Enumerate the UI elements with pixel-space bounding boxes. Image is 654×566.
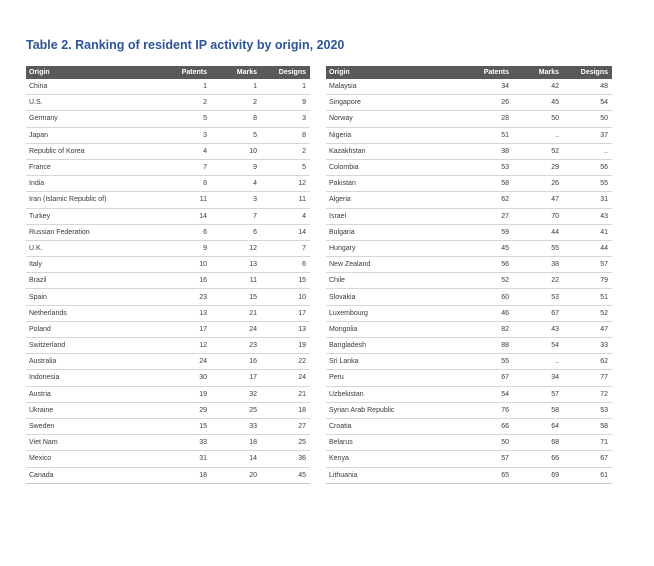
header-marks: Marks bbox=[210, 66, 260, 79]
cell-marks: 1 bbox=[210, 79, 260, 95]
cell-designs: 4 bbox=[260, 208, 310, 224]
cell-origin: Kazakhstan bbox=[326, 143, 456, 159]
cell-origin: France bbox=[26, 159, 158, 175]
cell-designs: 55 bbox=[562, 176, 612, 192]
table-row bbox=[326, 386, 612, 402]
cell-patents: 29 bbox=[158, 402, 210, 418]
cell-designs: 2 bbox=[260, 143, 310, 159]
cell-patents: 8 bbox=[158, 176, 210, 192]
ranking-table-right bbox=[326, 66, 612, 484]
cell-designs: 56 bbox=[562, 159, 612, 175]
cell-patents: 31 bbox=[158, 451, 210, 467]
cell-marks: 9 bbox=[210, 159, 260, 175]
table-row bbox=[26, 95, 310, 111]
cell-marks: .. bbox=[512, 127, 562, 143]
table-row bbox=[326, 208, 612, 224]
cell-marks: 44 bbox=[512, 224, 562, 240]
cell-marks: 64 bbox=[512, 418, 562, 434]
cell-origin: Luxembourg bbox=[326, 305, 456, 321]
cell-origin: Sri Lanka bbox=[326, 354, 456, 370]
cell-marks: 21 bbox=[210, 305, 260, 321]
cell-marks: 3 bbox=[210, 192, 260, 208]
header-patents: Patents bbox=[158, 66, 210, 79]
cell-patents: 28 bbox=[456, 111, 512, 127]
cell-origin: Spain bbox=[26, 289, 158, 305]
header-row bbox=[26, 66, 310, 79]
table-row bbox=[326, 224, 612, 240]
cell-origin: U.S. bbox=[26, 95, 158, 111]
cell-marks: 34 bbox=[512, 370, 562, 386]
cell-designs: 54 bbox=[562, 95, 612, 111]
cell-designs: 1 bbox=[260, 79, 310, 95]
header-origin: Origin bbox=[26, 66, 158, 79]
header-designs: Designs bbox=[260, 66, 310, 79]
cell-patents: 18 bbox=[158, 467, 210, 483]
cell-marks: 70 bbox=[512, 208, 562, 224]
cell-patents: 57 bbox=[456, 451, 512, 467]
cell-designs: 36 bbox=[260, 451, 310, 467]
cell-patents: 15 bbox=[158, 418, 210, 434]
cell-marks: 66 bbox=[512, 451, 562, 467]
cell-designs: 53 bbox=[562, 402, 612, 418]
table-row bbox=[26, 451, 310, 467]
cell-patents: 5 bbox=[158, 111, 210, 127]
header-designs: Designs bbox=[562, 66, 612, 79]
cell-designs: 12 bbox=[260, 176, 310, 192]
cell-designs: 3 bbox=[260, 111, 310, 127]
cell-marks: 18 bbox=[210, 435, 260, 451]
cell-marks: 54 bbox=[512, 338, 562, 354]
cell-designs: 17 bbox=[260, 305, 310, 321]
cell-marks: 53 bbox=[512, 289, 562, 305]
table-row bbox=[326, 467, 612, 483]
cell-patents: 58 bbox=[456, 176, 512, 192]
cell-patents: 59 bbox=[456, 224, 512, 240]
cell-patents: 23 bbox=[158, 289, 210, 305]
cell-origin: Australia bbox=[26, 354, 158, 370]
table-row bbox=[326, 418, 612, 434]
cell-marks: 43 bbox=[512, 321, 562, 337]
cell-marks: 25 bbox=[210, 402, 260, 418]
cell-designs: 31 bbox=[562, 192, 612, 208]
cell-designs: 77 bbox=[562, 370, 612, 386]
cell-designs: 37 bbox=[562, 127, 612, 143]
table-row bbox=[26, 435, 310, 451]
cell-marks: 29 bbox=[512, 159, 562, 175]
cell-origin: Israel bbox=[326, 208, 456, 224]
cell-origin: Brazil bbox=[26, 273, 158, 289]
cell-marks: 38 bbox=[512, 257, 562, 273]
cell-origin: Colombia bbox=[326, 159, 456, 175]
cell-patents: 65 bbox=[456, 467, 512, 483]
cell-origin: Syrian Arab Republic bbox=[326, 402, 456, 418]
cell-marks: 47 bbox=[512, 192, 562, 208]
cell-marks: 12 bbox=[210, 240, 260, 256]
cell-origin: Turkey bbox=[26, 208, 158, 224]
cell-marks: 16 bbox=[210, 354, 260, 370]
header-origin: Origin bbox=[326, 66, 456, 79]
cell-patents: 19 bbox=[158, 386, 210, 402]
header-patents: Patents bbox=[456, 66, 512, 79]
cell-designs: 47 bbox=[562, 321, 612, 337]
cell-marks: 15 bbox=[210, 289, 260, 305]
cell-origin: Canada bbox=[26, 467, 158, 483]
table-row bbox=[26, 176, 310, 192]
cell-origin: Hungary bbox=[326, 240, 456, 256]
cell-origin: Poland bbox=[26, 321, 158, 337]
table-row bbox=[326, 321, 612, 337]
cell-patents: 54 bbox=[456, 386, 512, 402]
cell-origin: Bulgaria bbox=[326, 224, 456, 240]
table-row bbox=[26, 321, 310, 337]
ranking-table-left bbox=[26, 66, 310, 484]
cell-marks: 45 bbox=[512, 95, 562, 111]
table-row bbox=[26, 289, 310, 305]
cell-patents: 7 bbox=[158, 159, 210, 175]
cell-marks: 2 bbox=[210, 95, 260, 111]
table-row bbox=[26, 224, 310, 240]
cell-patents: 45 bbox=[456, 240, 512, 256]
table-row bbox=[326, 435, 612, 451]
cell-designs: 6 bbox=[260, 257, 310, 273]
table-row bbox=[326, 273, 612, 289]
table-row bbox=[326, 95, 612, 111]
cell-designs: 18 bbox=[260, 402, 310, 418]
table-row bbox=[326, 338, 612, 354]
cell-origin: Norway bbox=[326, 111, 456, 127]
cell-marks: 68 bbox=[512, 435, 562, 451]
cell-designs: 21 bbox=[260, 386, 310, 402]
cell-origin: Belarus bbox=[326, 435, 456, 451]
cell-marks: 8 bbox=[210, 111, 260, 127]
cell-designs: 72 bbox=[562, 386, 612, 402]
cell-patents: 17 bbox=[158, 321, 210, 337]
cell-marks: 55 bbox=[512, 240, 562, 256]
cell-origin: Mongolia bbox=[326, 321, 456, 337]
cell-marks: 14 bbox=[210, 451, 260, 467]
table-title: Table 2. Ranking of resident IP activity by origin, 2020 bbox=[26, 38, 345, 52]
table-row bbox=[26, 402, 310, 418]
table-row bbox=[326, 257, 612, 273]
cell-marks: 58 bbox=[512, 402, 562, 418]
table-row bbox=[26, 127, 310, 143]
cell-marks: 33 bbox=[210, 418, 260, 434]
header-marks: Marks bbox=[512, 66, 562, 79]
table-row bbox=[326, 159, 612, 175]
cell-origin: China bbox=[26, 79, 158, 95]
cell-patents: 16 bbox=[158, 273, 210, 289]
table-row bbox=[26, 111, 310, 127]
cell-designs: 58 bbox=[562, 418, 612, 434]
cell-origin: Kenya bbox=[326, 451, 456, 467]
cell-origin: Switzerland bbox=[26, 338, 158, 354]
cell-origin: Italy bbox=[26, 257, 158, 273]
cell-marks: 10 bbox=[210, 143, 260, 159]
cell-patents: 53 bbox=[456, 159, 512, 175]
cell-origin: Austria bbox=[26, 386, 158, 402]
cell-marks: 6 bbox=[210, 224, 260, 240]
cell-origin: Malaysia bbox=[326, 79, 456, 95]
cell-origin: New Zealand bbox=[326, 257, 456, 273]
table-row bbox=[26, 257, 310, 273]
cell-origin: Chile bbox=[326, 273, 456, 289]
cell-designs: 8 bbox=[260, 127, 310, 143]
cell-designs: 50 bbox=[562, 111, 612, 127]
cell-designs: 24 bbox=[260, 370, 310, 386]
cell-patents: 9 bbox=[158, 240, 210, 256]
cell-designs: 11 bbox=[260, 192, 310, 208]
header-row bbox=[326, 66, 612, 79]
cell-origin: Mexico bbox=[26, 451, 158, 467]
cell-designs: 51 bbox=[562, 289, 612, 305]
cell-marks: 69 bbox=[512, 467, 562, 483]
cell-patents: 82 bbox=[456, 321, 512, 337]
table-row bbox=[326, 79, 612, 95]
table-row bbox=[326, 127, 612, 143]
table-row bbox=[26, 79, 310, 95]
cell-origin: Sweden bbox=[26, 418, 158, 434]
cell-patents: 34 bbox=[456, 79, 512, 95]
cell-patents: 4 bbox=[158, 143, 210, 159]
cell-designs: 44 bbox=[562, 240, 612, 256]
cell-designs: .. bbox=[562, 143, 612, 159]
cell-marks: 23 bbox=[210, 338, 260, 354]
cell-patents: 46 bbox=[456, 305, 512, 321]
cell-patents: 56 bbox=[456, 257, 512, 273]
table-row bbox=[326, 370, 612, 386]
cell-patents: 76 bbox=[456, 402, 512, 418]
table-row bbox=[326, 176, 612, 192]
cell-designs: 33 bbox=[562, 338, 612, 354]
cell-patents: 3 bbox=[158, 127, 210, 143]
cell-marks: 4 bbox=[210, 176, 260, 192]
cell-origin: Singapore bbox=[326, 95, 456, 111]
cell-designs: 48 bbox=[562, 79, 612, 95]
table-row bbox=[26, 305, 310, 321]
cell-designs: 71 bbox=[562, 435, 612, 451]
cell-designs: 13 bbox=[260, 321, 310, 337]
cell-designs: 67 bbox=[562, 451, 612, 467]
cell-patents: 10 bbox=[158, 257, 210, 273]
table-row bbox=[26, 240, 310, 256]
cell-marks: 50 bbox=[512, 111, 562, 127]
cell-marks: 11 bbox=[210, 273, 260, 289]
table-row bbox=[326, 192, 612, 208]
cell-patents: 62 bbox=[456, 192, 512, 208]
cell-patents: 14 bbox=[158, 208, 210, 224]
cell-marks: 22 bbox=[512, 273, 562, 289]
cell-patents: 11 bbox=[158, 192, 210, 208]
cell-origin: Peru bbox=[326, 370, 456, 386]
cell-designs: 22 bbox=[260, 354, 310, 370]
cell-designs: 25 bbox=[260, 435, 310, 451]
cell-marks: 67 bbox=[512, 305, 562, 321]
cell-patents: 33 bbox=[158, 435, 210, 451]
table-row bbox=[26, 354, 310, 370]
cell-designs: 5 bbox=[260, 159, 310, 175]
cell-designs: 62 bbox=[562, 354, 612, 370]
cell-patents: 60 bbox=[456, 289, 512, 305]
cell-patents: 13 bbox=[158, 305, 210, 321]
cell-origin: Germany bbox=[26, 111, 158, 127]
cell-origin: Viet Nam bbox=[26, 435, 158, 451]
cell-marks: 7 bbox=[210, 208, 260, 224]
cell-origin: India bbox=[26, 176, 158, 192]
cell-origin: Ukraine bbox=[26, 402, 158, 418]
table-row bbox=[326, 305, 612, 321]
table-row bbox=[326, 289, 612, 305]
cell-patents: 27 bbox=[456, 208, 512, 224]
cell-patents: 66 bbox=[456, 418, 512, 434]
cell-origin: Algeria bbox=[326, 192, 456, 208]
cell-designs: 27 bbox=[260, 418, 310, 434]
cell-patents: 51 bbox=[456, 127, 512, 143]
cell-origin: Republic of Korea bbox=[26, 143, 158, 159]
cell-patents: 6 bbox=[158, 224, 210, 240]
cell-origin: Iran (Islamic Republic of) bbox=[26, 192, 158, 208]
cell-designs: 14 bbox=[260, 224, 310, 240]
cell-patents: 50 bbox=[456, 435, 512, 451]
cell-origin: Japan bbox=[26, 127, 158, 143]
cell-designs: 19 bbox=[260, 338, 310, 354]
cell-marks: 5 bbox=[210, 127, 260, 143]
table-row bbox=[326, 354, 612, 370]
cell-designs: 7 bbox=[260, 240, 310, 256]
cell-designs: 43 bbox=[562, 208, 612, 224]
cell-designs: 52 bbox=[562, 305, 612, 321]
cell-marks: 32 bbox=[210, 386, 260, 402]
cell-origin: Slovakia bbox=[326, 289, 456, 305]
cell-patents: 52 bbox=[456, 273, 512, 289]
cell-origin: U.K. bbox=[26, 240, 158, 256]
table-row bbox=[26, 143, 310, 159]
table-row bbox=[26, 370, 310, 386]
cell-origin: Indonesia bbox=[26, 370, 158, 386]
cell-origin: Bangladesh bbox=[326, 338, 456, 354]
table-row bbox=[26, 208, 310, 224]
cell-patents: 30 bbox=[158, 370, 210, 386]
cell-marks: 13 bbox=[210, 257, 260, 273]
cell-designs: 57 bbox=[562, 257, 612, 273]
cell-origin: Croatia bbox=[326, 418, 456, 434]
cell-patents: 1 bbox=[158, 79, 210, 95]
cell-patents: 12 bbox=[158, 338, 210, 354]
table-row bbox=[326, 451, 612, 467]
cell-patents: 67 bbox=[456, 370, 512, 386]
table-row bbox=[26, 159, 310, 175]
cell-marks: 17 bbox=[210, 370, 260, 386]
cell-marks: 26 bbox=[512, 176, 562, 192]
cell-origin: Netherlands bbox=[26, 305, 158, 321]
cell-patents: 26 bbox=[456, 95, 512, 111]
cell-origin: Lithuania bbox=[326, 467, 456, 483]
table-row bbox=[26, 338, 310, 354]
table-row bbox=[26, 192, 310, 208]
table-row bbox=[26, 467, 310, 483]
table-row bbox=[326, 402, 612, 418]
table-row bbox=[26, 273, 310, 289]
cell-marks: .. bbox=[512, 354, 562, 370]
cell-designs: 61 bbox=[562, 467, 612, 483]
cell-marks: 57 bbox=[512, 386, 562, 402]
cell-marks: 24 bbox=[210, 321, 260, 337]
cell-patents: 88 bbox=[456, 338, 512, 354]
table-row bbox=[26, 418, 310, 434]
cell-marks: 52 bbox=[512, 143, 562, 159]
cell-patents: 24 bbox=[158, 354, 210, 370]
cell-designs: 9 bbox=[260, 95, 310, 111]
cell-origin: Pakistan bbox=[326, 176, 456, 192]
table-row bbox=[326, 143, 612, 159]
cell-marks: 20 bbox=[210, 467, 260, 483]
cell-origin: Russian Federation bbox=[26, 224, 158, 240]
cell-origin: Uzbekistan bbox=[326, 386, 456, 402]
table-row bbox=[326, 240, 612, 256]
cell-designs: 10 bbox=[260, 289, 310, 305]
cell-origin: Nigeria bbox=[326, 127, 456, 143]
cell-patents: 38 bbox=[456, 143, 512, 159]
cell-designs: 79 bbox=[562, 273, 612, 289]
cell-designs: 45 bbox=[260, 467, 310, 483]
cell-patents: 2 bbox=[158, 95, 210, 111]
cell-patents: 55 bbox=[456, 354, 512, 370]
cell-marks: 42 bbox=[512, 79, 562, 95]
table-row bbox=[326, 111, 612, 127]
table-row bbox=[26, 386, 310, 402]
cell-designs: 41 bbox=[562, 224, 612, 240]
cell-designs: 15 bbox=[260, 273, 310, 289]
